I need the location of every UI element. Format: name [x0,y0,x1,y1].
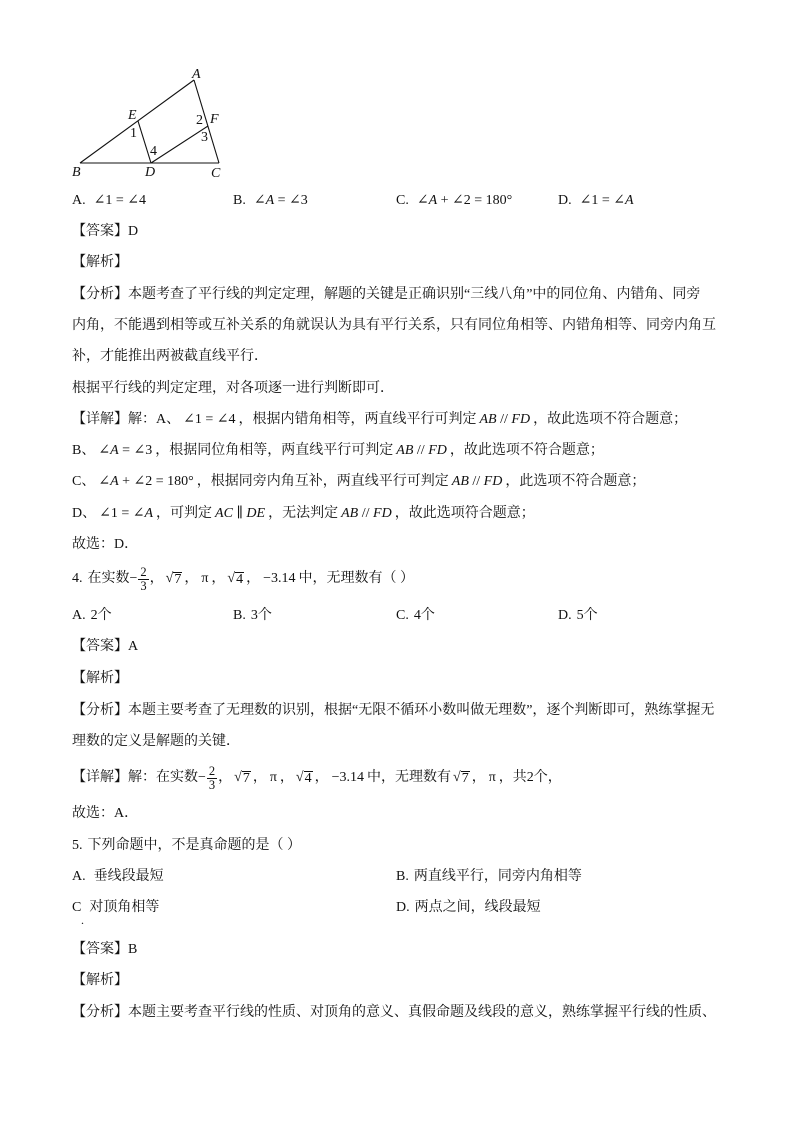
detail-pre: 解：A、 [128,412,181,427]
q4-option-d [558,605,598,627]
detail-post: ，共2个， [498,770,562,785]
analysis-text: 本题主要考查了无理数的识别，根据“无限不循环小数叫做无理数”，逐个判断即可，熟练掌握无 [128,703,715,718]
radical-sign: √ [453,770,461,785]
detail-condition: ∠A = ∠3 [98,443,153,458]
answer-value: B [128,942,138,957]
q3-jiexi [72,252,128,274]
q4-answer [72,636,138,658]
q4-detail [72,762,562,794]
q3-analysis-line-3 [72,346,268,368]
option-math: ∠A = ∠3 [253,193,308,208]
comma: ， [218,770,233,785]
detail-post: ，故此选项符合题意； [394,506,535,521]
option-letter: A. [72,193,86,208]
option-letter: C. [396,193,409,208]
q3-option-d [558,190,637,212]
q4-option-c [396,605,435,627]
detail-post: ，故此选项不符合题意； [533,412,688,427]
detail-mid: ，无法判定 [268,506,339,521]
q3-analysis-line-4 [72,378,394,400]
radical-sign: √ [234,770,242,785]
comma: ， [184,571,199,586]
q3-detail-row-b [72,440,604,462]
detail-reason: ，根据同位角相等，两直线平行可判定 [155,443,394,458]
detail-conclusion: AC ∥ DE [215,506,266,521]
detail-conclusion: AB // FD [479,412,531,427]
conclusion-text: 故选：A． [72,806,139,821]
q5-jiexi [72,970,128,992]
q4-option-b [233,605,272,627]
q3-conclusion [72,534,138,556]
detail-pre: C、 [72,474,96,489]
pi-symbol: π [269,770,277,785]
answer-tag: 【答案】 [72,942,128,957]
option-math: ∠1 = ∠A [579,193,634,208]
q3-option-c [396,190,515,212]
radical-sign: √ [165,571,174,586]
vertex-label-b: B [72,165,81,180]
sqrt-seven [234,762,251,794]
jiexi-tag: 【解析】 [72,973,128,988]
sqrt-four [227,563,244,595]
fraction-numerator: 2 [208,763,216,778]
detail-post: ，故此选项不符合题意； [449,443,604,458]
fraction-two-thirds [207,765,217,792]
detail-pre: D、 [72,506,97,521]
q3-detail-row-d [72,503,535,525]
analysis-text: 补，才能推出两被截直线平行． [72,349,268,364]
analysis-tag: 【分析】 [72,703,128,718]
q4-analysis-line-1 [72,700,714,722]
option-text: 2个 [90,608,112,623]
option-text: 两直线平行，同旁内角相等 [413,869,582,884]
answer-value: D [128,224,139,239]
jiexi-tag: 【解析】 [72,671,128,686]
radicand: 4 [236,571,244,587]
fraction-two-thirds [138,566,148,593]
option-letter: C [72,900,82,915]
q4-stem [72,563,414,595]
detail-mid: 中，无理数有 [367,770,452,785]
negative-decimal: −3.14 [263,571,296,586]
detail-reason: ，根据同旁内角互补，两直线平行可判定 [196,474,449,489]
q5-analysis-line-1 [72,1002,716,1024]
option-letter: B. [233,193,246,208]
detail-reason: ，根据内错角相等，两直线平行可判定 [238,412,477,427]
q3-analysis-line-1 [72,284,700,306]
detail-post: ，此选项不符合题意； [505,474,646,489]
vertex-label-e: E [128,108,137,123]
comma: ， [471,770,486,785]
stem-text: 下列命题中，不是真命题的是（ ） [87,838,301,853]
analysis-text: 本题考查了平行线的判定定理，解题的关键是正确识别“三线八角”中的同位角、内错角、同旁 [128,287,701,302]
comma: ， [211,571,226,586]
comma: ， [252,770,267,785]
q5-stem [72,835,301,857]
analysis-text: 内角，不能遇到相等或互补关系的角就误认为具有平行关系，只有同位角相等、内错角相等、同旁内角互 [72,318,716,333]
vertex-label-d: D [145,165,156,180]
q5-option-b [396,866,582,888]
fraction-numerator: 2 [140,564,147,579]
fraction-denominator: 3 [140,578,147,593]
q3-answer [72,221,138,243]
question-number: 4. [72,571,83,586]
comma: ， [314,770,329,785]
detail-pre: 解：在实数 [128,770,198,785]
detail-condition: ∠1 = ∠4 [183,412,236,427]
q4-option-a [72,605,112,627]
option-letter: A. [72,869,86,884]
triangle-figure [60,60,240,185]
detail-tag: 【详解】 [72,770,128,785]
detail-conclusion-2: AB // FD [341,506,392,521]
option-math: ∠1 = ∠4 [93,193,146,208]
comma: ， [246,571,261,586]
q4-analysis-line-2 [72,731,240,753]
detail-reason: ，可判定 [156,506,213,521]
option-letter: B. [233,608,246,623]
segment-df [151,126,208,163]
option-text: 两点之间，线段最短 [414,900,541,915]
q3-detail-row-c [72,471,645,493]
q3-detail-row-a [72,409,687,431]
analysis-text: 理数的定义是解题的关键． [72,734,240,749]
stray-period-mark: . [81,913,84,927]
radicand: 4 [304,770,312,786]
option-text: 垂线段最短 [93,869,164,884]
sqrt-seven [453,762,470,794]
radicand: 7 [174,571,182,587]
analysis-text: 本题主要考查平行线的性质、对顶角的意义、真假命题及线段的意义，熟练掌握平行线的性质、 [128,1005,716,1020]
option-math: ∠A + ∠2 = 180° [416,193,513,208]
radical-sign: √ [227,571,236,586]
detail-condition: ∠1 = ∠A [99,506,154,521]
radicand: 7 [242,770,250,786]
detail-tag: 【详解】 [72,412,128,427]
option-letter: D. [396,900,410,915]
option-text: 对顶角相等 [89,900,160,915]
radical-sign: √ [295,770,304,785]
option-text: 5个 [576,608,598,623]
option-letter: B. [396,869,409,884]
segment-ba [80,80,194,163]
option-letter: A. [72,608,86,623]
angle-label-1: 1 [130,126,137,141]
analysis-text: 根据平行线的判定定理，对各项逐一进行判断即可． [72,381,394,396]
q3-option-b [233,190,311,212]
jiexi-tag: 【解析】 [72,255,128,270]
q5-option-d [396,897,541,919]
option-text: 3个 [250,608,272,623]
vertex-label-a: A [192,67,201,82]
sqrt-seven [166,563,183,595]
negative-decimal: −3.14 [331,770,365,785]
detail-conclusion: AB // FD [451,474,503,489]
answer-tag: 【答案】 [72,224,128,239]
answer-tag: 【答案】 [72,639,128,654]
stem-pre: 在实数 [87,571,130,586]
negative-sign: − [129,571,138,586]
detail-conclusion: AB // FD [396,443,447,458]
q5-option-a [72,866,164,888]
fraction-denominator: 3 [208,777,216,792]
comma: ， [149,571,164,586]
vertex-label-f: F [210,112,219,127]
pi-symbol: π [488,770,496,785]
negative-sign: − [198,770,206,785]
option-letter: D. [558,193,572,208]
q5-answer [72,939,137,961]
detail-pre: B、 [72,443,96,458]
option-text: 4个 [413,608,435,623]
q3-option-a [72,190,149,212]
sqrt-four [296,762,313,794]
answer-value: A [128,639,139,654]
question-number: 5. [72,838,83,853]
pi-symbol: π [201,571,209,586]
option-letter: D. [558,608,572,623]
angle-label-2: 2 [196,113,203,128]
angle-label-3: 3 [201,130,208,145]
option-letter: C. [396,608,409,623]
analysis-tag: 【分析】 [72,287,128,302]
detail-condition: ∠A + ∠2 = 180° [98,474,194,489]
vertex-label-c: C [211,166,221,181]
q3-analysis-line-2 [72,315,716,337]
conclusion-text: 故选：D． [72,537,139,552]
radicand: 7 [461,770,469,786]
q4-jiexi [72,668,128,690]
analysis-tag: 【分析】 [72,1005,128,1020]
angle-label-4: 4 [150,144,157,159]
q4-conclusion [72,803,138,825]
comma: ， [279,770,294,785]
stem-post: 中，无理数有（ ） [298,571,415,586]
q5-option-c [72,897,159,919]
